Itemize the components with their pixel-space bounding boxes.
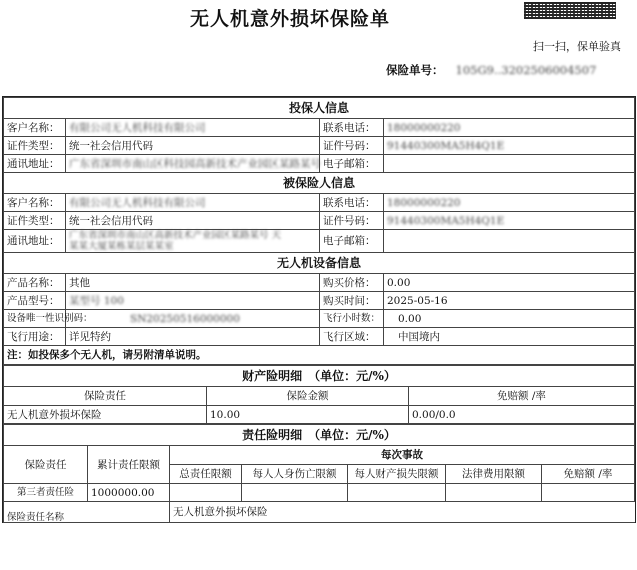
field-value: 详见特约 [66, 328, 320, 346]
field-label: 飞行区域： [320, 328, 384, 346]
field-value: 91440300MA5H4Q1E [384, 137, 635, 155]
column-header: 每人人身伤亡限额 [242, 465, 348, 484]
footer-label-text: 保险责任名称 [7, 512, 65, 523]
table-cell [446, 484, 542, 502]
policy-number-label: 保险单号： [386, 63, 444, 77]
field-value: 0.00 [384, 274, 635, 292]
address-line-2: 某某大厦某栋某层某某室 [69, 241, 174, 252]
table-row [4, 502, 635, 523]
column-group-header: 每次事故 [170, 446, 635, 465]
policy-sheet [2, 96, 636, 523]
table-cell [170, 484, 242, 502]
property-section-title: 财产险明细 （单位：元/%） [4, 366, 635, 387]
table-row [4, 484, 635, 502]
field-label: 联系电话： [320, 119, 384, 137]
field-value: 18000000220 [384, 119, 635, 137]
column-header: 免赔额 /率 [409, 387, 635, 406]
field-label: 客户名称： [4, 194, 66, 212]
field-label: 购买时间： [320, 292, 384, 310]
device-note: 注：如投保多个无人机，请另附清单说明。 [4, 346, 635, 365]
table-cell: 0.00/0.0 [409, 406, 635, 424]
field-value [384, 230, 635, 253]
field-label: 飞行小时数： [320, 310, 384, 328]
table-row [4, 137, 635, 155]
column-header: 累计责任限额 [88, 446, 170, 484]
field-value: 广东省深圳市南山区科技园高新技术产业园区某路某号 [66, 155, 320, 173]
field-value: 某型号 100 [66, 292, 320, 310]
table-row [4, 230, 635, 253]
column-header: 保险责任 [4, 446, 88, 484]
liability-section-title: 责任险明细 （单位：元/%） [4, 425, 635, 446]
insured-section-title: 被保险人信息 [4, 173, 635, 194]
table-cell: 10.00 [207, 406, 409, 424]
field-value [66, 230, 320, 253]
table-row [4, 119, 635, 137]
field-label: 电子邮箱： [320, 230, 384, 253]
table-row [4, 212, 635, 230]
field-label: 设备唯一性识别码： [4, 310, 66, 328]
device-section-title: 无人机设备信息 [4, 253, 635, 274]
policyholder-section-title: 投保人信息 [4, 98, 635, 119]
field-value: 统一社会信用代码 [66, 212, 320, 230]
field-value [384, 155, 635, 173]
policy-number-value: 105G9..3202506004507 [455, 63, 597, 77]
footer-value: 无人机意外损坏保险 [170, 502, 635, 523]
info-table [3, 97, 635, 365]
policy-number [386, 62, 596, 78]
field-label: 证件号码： [320, 137, 384, 155]
table-row [4, 274, 635, 292]
column-header: 保险金额 [207, 387, 409, 406]
table-header-row [4, 387, 635, 406]
document-title: 无人机意外损坏保险单 [189, 8, 390, 30]
table-row [4, 194, 635, 212]
table-cell [348, 484, 446, 502]
field-value: 统一社会信用代码 [66, 137, 320, 155]
table-row [4, 406, 635, 424]
table-cell: 1000000.00 [88, 484, 170, 502]
field-value: 有限公司无人机科技有限公司 [66, 194, 320, 212]
table-header-row [4, 446, 635, 465]
table-row [4, 155, 635, 173]
field-label: 客户名称： [4, 119, 66, 137]
field-label: 联系电话： [320, 194, 384, 212]
column-header: 保险责任 [4, 387, 207, 406]
table-cell: 无人机意外损坏保险 [4, 406, 207, 424]
field-value: 2025-05-16 [384, 292, 635, 310]
column-header: 免赔额 /率 [542, 465, 635, 484]
field-value: 其他 [66, 274, 320, 292]
field-value: 0.00 [384, 310, 635, 328]
column-header: 法律费用限额 [446, 465, 542, 484]
field-label: 飞行用途： [4, 328, 66, 346]
qr-code-icon[interactable] [524, 2, 616, 19]
scan-verify-text: 扫一扫，保单验真 [533, 40, 621, 53]
table-row [4, 292, 635, 310]
field-label: 产品名称： [4, 274, 66, 292]
field-label: 通讯地址： [4, 155, 66, 173]
footer-label [4, 502, 170, 523]
table-cell [242, 484, 348, 502]
table-cell [542, 484, 635, 502]
field-label: 电子邮箱： [320, 155, 384, 173]
field-value: 有限公司无人机科技有限公司 [66, 119, 320, 137]
address-line-1: 广东省深圳市南山区高新技术产业园区某路某号 天 [69, 230, 282, 241]
field-label: 证件号码： [320, 212, 384, 230]
field-label: 通讯地址： [4, 230, 66, 253]
field-label: 证件类型： [4, 137, 66, 155]
field-value: 中国境内 [384, 328, 635, 346]
field-value: SN20250516000000 [66, 310, 320, 328]
table-row [4, 310, 635, 328]
field-label: 证件类型： [4, 212, 66, 230]
field-value: 18000000220 [384, 194, 635, 212]
field-value: 91440300MA5H4Q1E [384, 212, 635, 230]
table-cell: 第三者责任险 [4, 484, 88, 502]
liability-table [3, 424, 635, 523]
column-header: 总责任限额 [170, 465, 242, 484]
field-label: 产品型号： [4, 292, 66, 310]
column-header: 每人财产损失限额 [348, 465, 446, 484]
property-table [3, 365, 635, 424]
field-label: 购买价格： [320, 274, 384, 292]
table-row [4, 328, 635, 346]
